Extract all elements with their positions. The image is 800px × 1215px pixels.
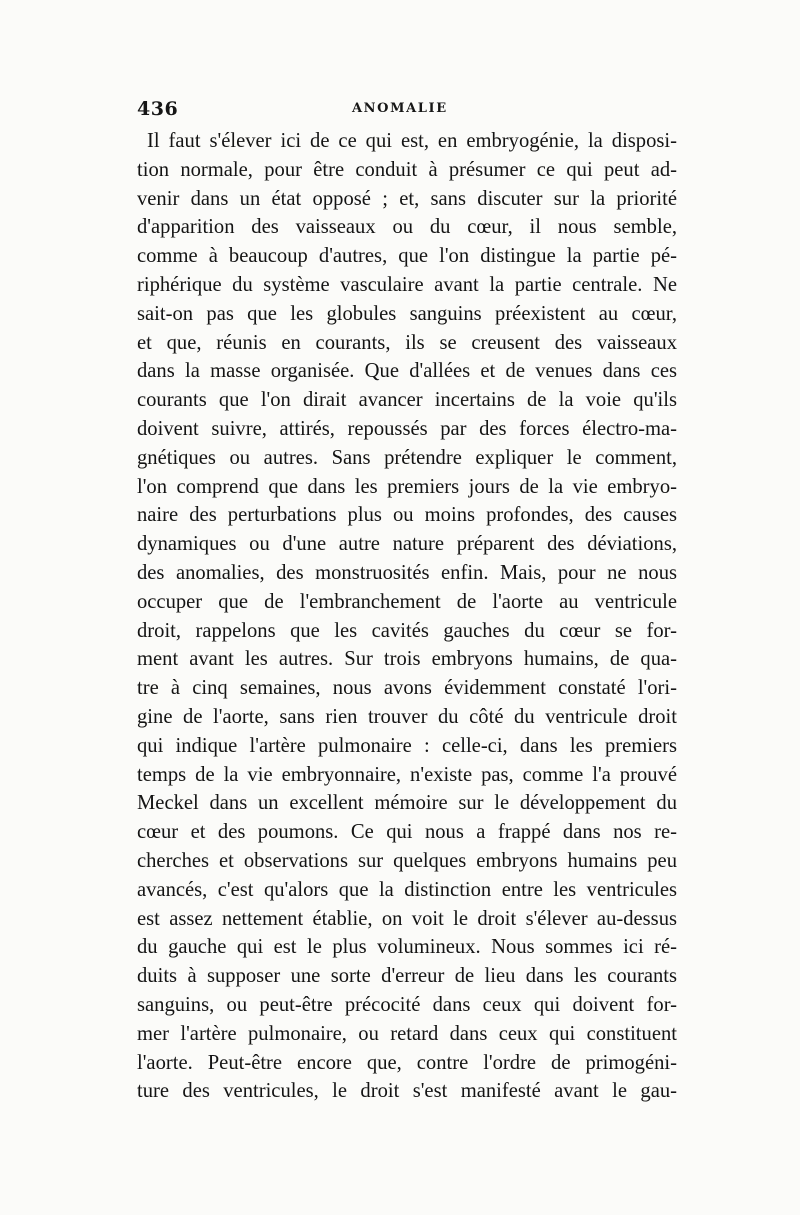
text-line: tion normale, pour être conduit à présumer ce qui peut ad- (137, 158, 677, 181)
text-line: comme à beaucoup d'autres, que l'on distingue la partie pé- (137, 245, 677, 268)
text-line: ment avant les autres. Sur trois embryons humains, de qua- (137, 648, 677, 671)
text-line: est assez nettement établie, on voit le droit s'élever au-dessus (137, 907, 677, 930)
text-line: avancés, c'est qu'alors que la distinction entre les ventricules (137, 878, 677, 901)
text-line: sait-on pas que les globules sanguins préexistent au cœur, (137, 302, 677, 325)
text-line: gnétiques ou autres. Sans prétendre expliquer le comment, (137, 446, 677, 469)
text-line: ture des ventricules, le droit s'est manifesté avant le gau- (137, 1080, 677, 1103)
text-line: d'apparition des vaisseaux ou du cœur, il nous semble, (137, 216, 677, 239)
page-number: 436 (137, 98, 179, 120)
text-line: sanguins, ou peut-être précocité dans ceux qui doivent for- (137, 993, 677, 1016)
text-line: temps de la vie embryonnaire, n'existe pas, comme l'a prouvé (137, 763, 677, 786)
text-line: mer l'artère pulmonaire, ou retard dans ceux qui constituent (137, 1022, 677, 1045)
text-line: tre à cinq semaines, nous avons évidemment constaté l'ori- (137, 677, 677, 700)
body-text (137, 127, 677, 1106)
text-line: duits à supposer une sorte d'erreur de lieu dans les courants (137, 965, 677, 988)
text-line: naire des perturbations plus ou moins profondes, des causes (137, 504, 677, 527)
text-line: qui indique l'artère pulmonaire : celle-ci, dans les premiers (137, 734, 677, 757)
text-line: gine de l'aorte, sans rien trouver du côté du ventricule droit (137, 705, 677, 728)
text-line: venir dans un état opposé ; et, sans discuter sur la priorité (137, 187, 677, 210)
text-line: riphérique du système vasculaire avant la partie centrale. Ne (137, 273, 677, 296)
running-title: ANOMALIE (352, 101, 448, 116)
text-line: Il faut s'élever ici de ce qui est, en embryogénie, la disposi- (147, 130, 677, 152)
text-line: dans la masse organisée. Que d'allées et de venues dans ces (137, 360, 677, 383)
text-line: du gauche qui est le plus volumineux. Nous sommes ici ré- (137, 936, 677, 959)
text-line: cherches et observations sur quelques embryons humains peu (137, 849, 677, 872)
text-line: courants que l'on dirait avancer incertains de la voie qu'ils (137, 389, 677, 412)
text-line: dynamiques ou d'une autre nature préparent des déviations, (137, 533, 677, 556)
running-head (137, 98, 677, 122)
text-line: cœur et des poumons. Ce qui nous a frappé dans nos re- (137, 821, 677, 844)
text-line: l'aorte. Peut-être encore que, contre l'ordre de primogéni- (137, 1051, 677, 1074)
text-line: l'on comprend que dans les premiers jours de la vie embryo- (137, 475, 677, 498)
text-line: droit, rappelons que les cavités gauches du cœur se for- (137, 619, 677, 642)
text-line: doivent suivre, attirés, repoussés par des forces électro-ma- (137, 417, 677, 440)
text-line: et que, réunis en courants, ils se creusent des vaisseaux (137, 331, 677, 354)
text-line: Meckel dans un excellent mémoire sur le développement du (137, 792, 677, 815)
text-line: des anomalies, des monstruosités enfin. Mais, pour ne nous (137, 561, 677, 584)
text-line: occuper que de l'embranchement de l'aorte au ventricule (137, 590, 677, 613)
